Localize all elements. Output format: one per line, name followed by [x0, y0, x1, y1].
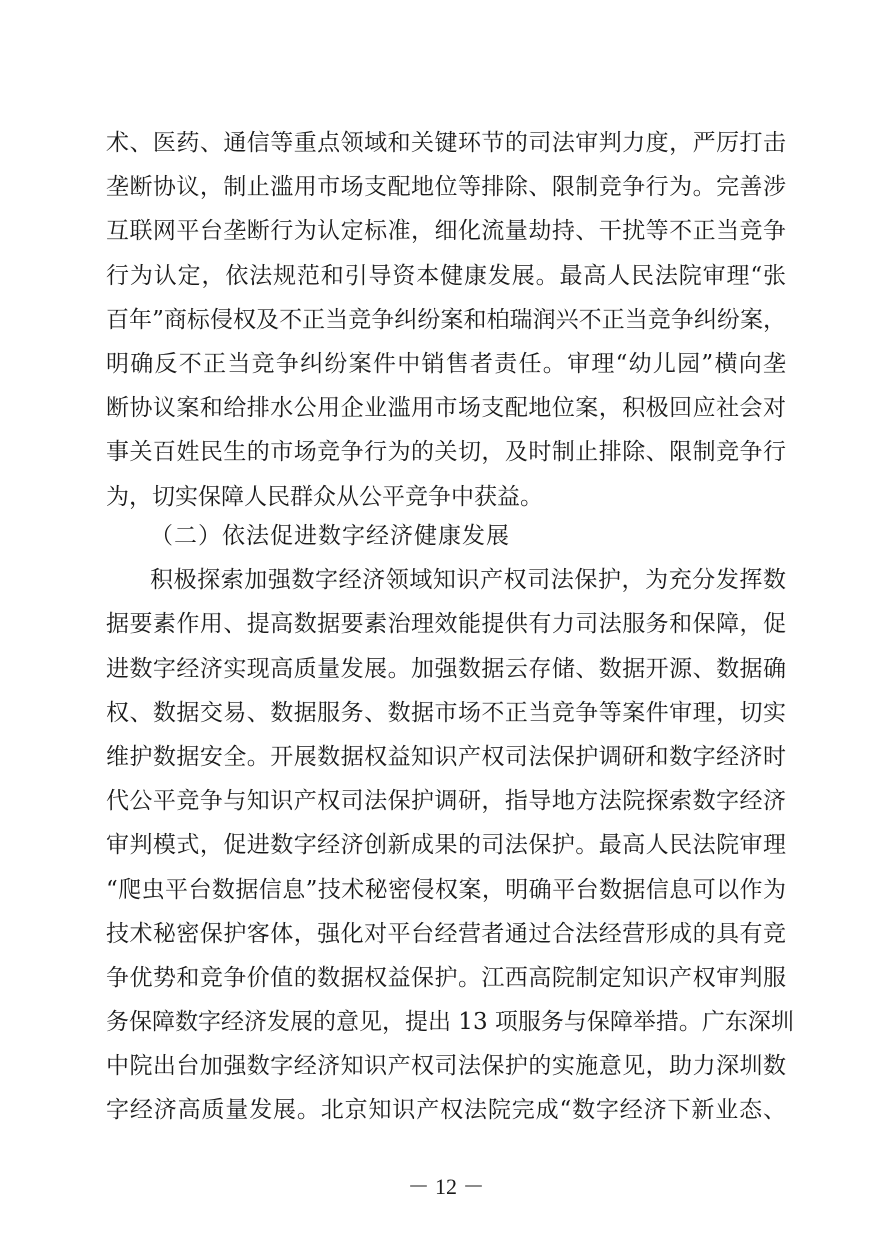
paragraph-line: 事关百姓民生的市场竞争行为的关切，及时制止排除、限制竞争行: [106, 439, 786, 466]
page-number: － 12 －: [407, 1174, 485, 1199]
paragraph-line: 务保障数字经济发展的意见，提出 13 项服务与保障举措。广东深圳: [106, 1009, 794, 1036]
paragraph-line: 权、数据交易、数据服务、数据市场不正当竞争等案件审理，切实: [106, 699, 786, 726]
paragraph-line: 互联网平台垄断行为认定标准，细化流量劫持、干扰等不正当竞争: [106, 218, 786, 245]
paragraph-line: 术、医药、通信等重点领域和关键环节的司法审判力度，严厉打击: [106, 130, 786, 156]
paragraph-line: 字经济高质量发展。北京知识产权法院完成“数字经济下新业态、: [106, 1097, 786, 1124]
paragraph-anti-monopoly: [106, 121, 786, 519]
paragraph-line: 积极探索加强数字经济领域知识产权司法保护，为充分发挥数: [150, 567, 786, 594]
paragraph-line: 维护数据安全。开展数据权益知识产权司法保护调研和数字经济时: [106, 743, 786, 770]
paragraph-line: 为，切实保障人民群众从公平竞争中获益。: [106, 483, 543, 510]
paragraph-line: 进数字经济实现高质量发展。加强数据云存储、数据开源、数据确: [106, 655, 786, 682]
paragraph-line: 百年”商标侵权及不正当竞争纠纷案和柏瑞润兴不正当竞争纠纷案，: [106, 306, 786, 333]
paragraph-line: 行为认定，依法规范和引导资本健康发展。最高人民法院审理“张: [106, 262, 786, 289]
section-digital-economy: [106, 514, 794, 1133]
section-heading: （二）依法促进数字经济健康发展: [150, 523, 510, 549]
paragraph-line: 明确反不正当竞争纠纷案件中销售者责任。审理“幼儿园”横向垄: [106, 350, 786, 377]
paragraph-line: 技术秘密保护客体，强化对平台经营者通过合法经营形成的具有竞: [106, 920, 786, 947]
paragraph-line: 代公平竞争与知识产权司法保护调研，指导地方法院探索数字经济: [106, 788, 786, 815]
paragraph-line: 中院出台加强数字经济知识产权司法保护的实施意见，助力深圳数: [106, 1053, 786, 1080]
paragraph-line: 断协议案和给排水公用企业滥用市场支配地位案，积极回应社会对: [106, 395, 786, 422]
paragraph-line: 审判模式，促进数字经济创新成果的司法保护。最高人民法院审理: [106, 832, 786, 859]
paragraph-line: 垄断协议，制止滥用市场支配地位等排除、限制竞争行为。完善涉: [106, 174, 786, 201]
paragraph-line: 据要素作用、提高数据要素治理效能提供有力司法服务和保障，促: [106, 611, 786, 638]
paragraph-line: 争优势和竞争价值的数据权益保护。江西高院制定知识产权审判服: [106, 964, 786, 991]
paragraph-line: “爬虫平台数据信息”技术秘密侵权案，明确平台数据信息可以作为: [106, 876, 786, 903]
